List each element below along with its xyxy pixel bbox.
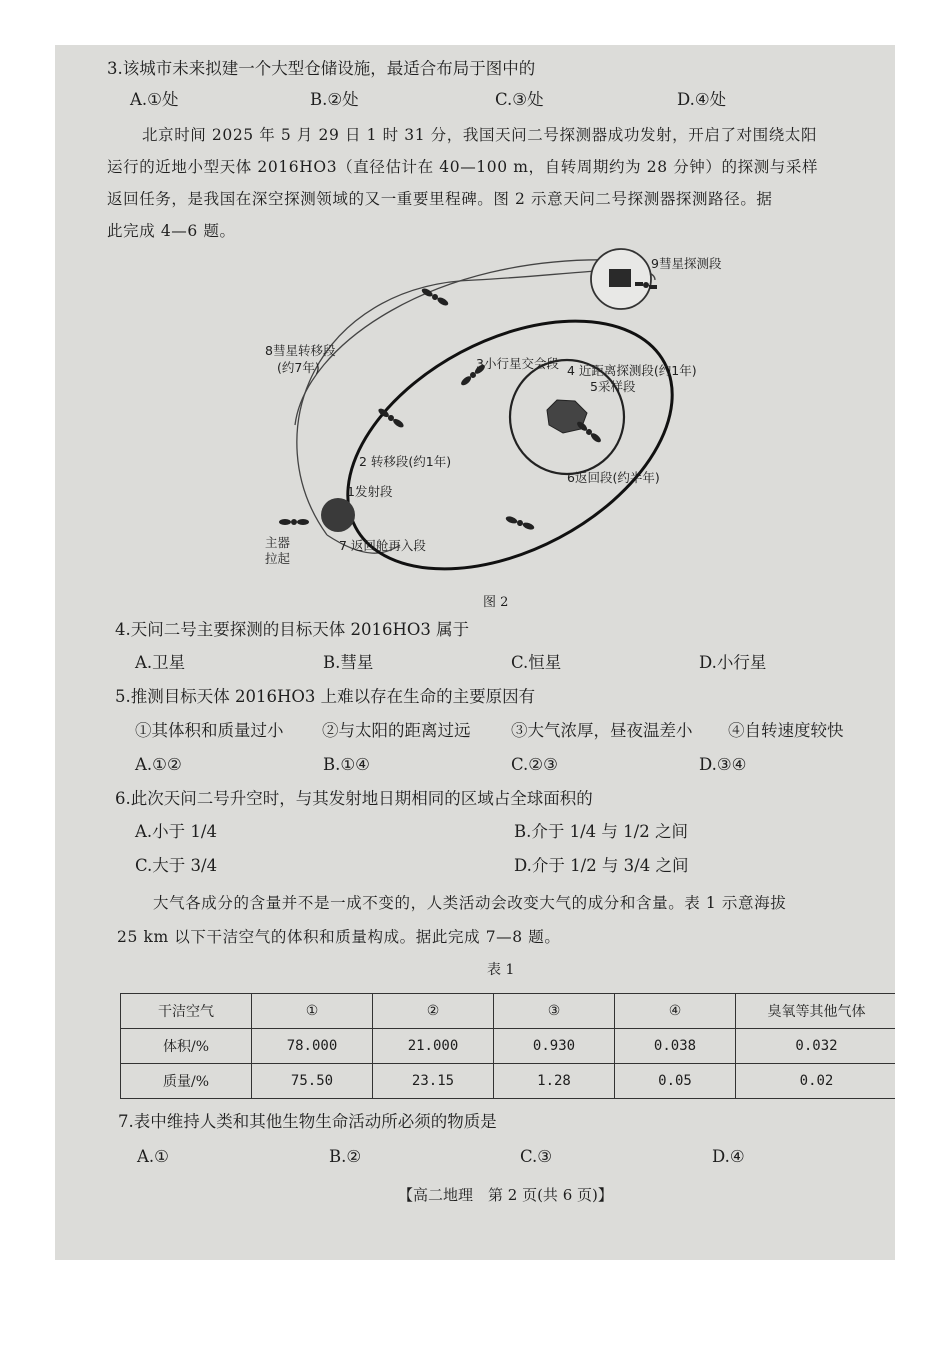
q5-item-1: ①其体积和质量过小 [135,721,284,740]
label-seg1: 1发射段 [347,484,393,499]
table-row [121,1029,896,1064]
label-seg9: 9彗星探测段 [651,256,722,271]
q5-option-c: C.②③ [511,755,558,774]
table-cell: 21.000 [373,1029,494,1064]
label-seg2: 2 转移段(约1年) [359,454,452,469]
table1-title: 表 1 [487,962,515,978]
passage2-line-1: 大气各成分的含量并不是一成不变的，人类活动会改变大气的成分和含量。表 1 示意海拔 [153,894,787,912]
q3-option-b: B.②处 [310,90,359,109]
q6-option-d: D.介于 1/2 与 3/4 之间 [514,856,689,875]
label-seg7: 7 返回舱再入段 [339,538,426,553]
q5-item-2: ②与太阳的距离过远 [322,721,471,740]
table-cell: 75.50 [252,1064,373,1099]
table-cell: 0.930 [494,1029,615,1064]
q3-option-d: D.④处 [677,90,727,109]
q7-option-a: A.① [137,1147,169,1166]
q3-option-a: A.①处 [130,90,179,109]
q5-item-4: ④自转速度较快 [728,721,844,740]
table-cell: 1.28 [494,1064,615,1099]
spacecraft-icon-main [279,519,309,525]
q6-option-b: B.介于 1/4 与 1/2 之间 [514,822,688,841]
table-cell: 质量/% [121,1064,252,1099]
label-seg3: 3小行星交会段 [476,356,559,371]
table-header-cell: 臭氧等其他气体 [736,994,896,1029]
table-header-cell: ④ [615,994,736,1029]
q7-option-c: C.③ [520,1147,553,1166]
label-seg4: 4 近距离探测段(约1年) [567,363,697,378]
table-cell: 0.032 [736,1029,896,1064]
q4-option-b: B.彗星 [323,653,374,672]
q5-option-a: A.①② [135,755,182,774]
table-header-cell: ② [373,994,494,1029]
figure2-caption: 图 2 [483,595,509,610]
q4-stem: 4.天问二号主要探测的目标天体 2016HO3 属于 [115,620,470,639]
table-row-header [121,994,896,1029]
table-row [121,1064,896,1099]
label-seg8-b: (约7年) [277,360,320,375]
page-footer: 【高二地理 第 2 页(共 6 页)】 [398,1186,613,1204]
q6-stem: 6.此次天问二号升空时，与其发射地日期相同的区域占全球面积的 [115,789,593,808]
q5-item-3: ③大气浓厚，昼夜温差小 [511,721,693,740]
table-cell: 0.038 [615,1029,736,1064]
q5-stem: 5.推测目标天体 2016HO3 上难以存在生命的主要原因有 [115,687,536,706]
q5-option-d: D.③④ [699,755,747,774]
earth [321,498,355,532]
q4-option-c: C.恒星 [511,653,562,672]
passage1-line-3: 返回任务，是我国在深空探测领域的又一重要里程碑。图 2 示意天问二号探测器探测路径。据 [107,190,773,208]
figure2-diagram [55,45,895,615]
passage1-line-2: 运行的近地小型天体 2016HO3（直径估计在 40—100 m，自转周期约为 28 分钟）的探测与采样 [107,158,819,176]
q4-option-d: D.小行星 [699,653,767,672]
comet-image [609,269,631,287]
spacecraft-icon-return [505,515,535,531]
exam-page [55,45,895,1260]
passage1-line-4: 此完成 4—6 题。 [107,222,236,240]
table-header-cell: 干洁空气 [121,994,252,1029]
table-cell: 体积/% [121,1029,252,1064]
table-header-cell: ① [252,994,373,1029]
label-main-a: 主器 [265,535,291,550]
table-header-cell: ③ [494,994,615,1029]
q7-option-b: B.② [329,1147,362,1166]
table-cell: 0.02 [736,1064,896,1099]
table-cell: 0.05 [615,1064,736,1099]
spacecraft-icon-6 [576,420,603,444]
table1 [120,993,895,1099]
q4-option-a: A.卫星 [135,653,186,672]
transfer-orbit [306,270,714,615]
table-cell: 23.15 [373,1064,494,1099]
label-seg8-a: 8彗星转移段 [265,343,336,358]
table-cell: 78.000 [252,1029,373,1064]
q6-option-a: A.小于 1/4 [135,822,217,841]
q3-stem: 3.该城市未来拟建一个大型仓储设施，最适合布局于图中的 [107,59,536,78]
label-main-b: 拉起 [265,551,291,566]
label-seg6: 6返回段(约半年) [567,470,660,485]
q7-stem: 7.表中维持人类和其他生物生命活动所必须的物质是 [118,1112,497,1131]
q6-option-c: C.大于 3/4 [135,856,218,875]
q3-option-c: C.③处 [495,90,544,109]
passage2-line-2: 25 km 以下干洁空气的体积和质量构成。据此完成 7—8 题。 [117,928,561,946]
passage1-line-1: 北京时间 2025 年 5 月 29 日 1 时 31 分，我国天问二号探测器成功发射，开启了对围绕太阳 [142,126,818,144]
q7-option-d: D.④ [712,1147,745,1166]
label-seg5: 5采样段 [590,379,636,394]
q5-option-b: B.①④ [323,755,370,774]
